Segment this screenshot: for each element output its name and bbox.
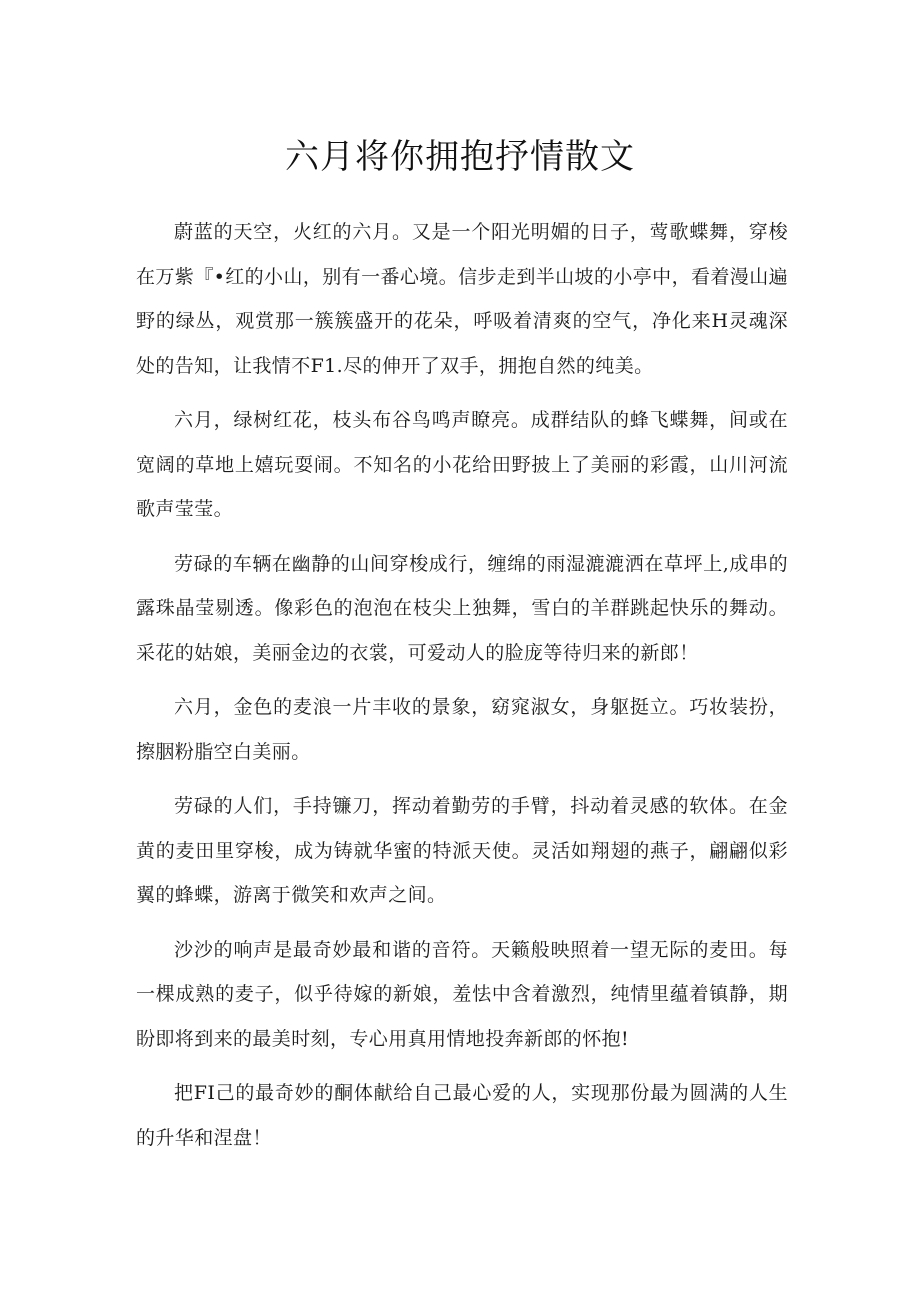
paragraph-6: 沙沙的响声是最奇妙最和谐的音符。天籁般映照着一望无际的麦田。每一棵成熟的麦子，似乎待嫁的新娘，羞怯中含着激烈，纯情里蕴着镇静，期盼即将到来的最美时刻，专心用真用情地投奔新郎的怀抱!	[136, 938, 788, 1050]
document-title: 六月将你拥抱抒情散文	[285, 137, 635, 177]
paragraph-2: 六月，绿树红花，枝头布谷鸟鸣声瞭亮。成群结队的蜂飞蝶舞，间或在宽阔的草地上嬉玩耍闹。不知名的小花给田野披上了美丽的彩霞，山川河流歌声莹莹。	[136, 409, 788, 520]
paragraph-5: 劳碌的人们，手持镰刀，挥动着勤劳的手臂，抖动着灵感的软体。在金黄的麦田里穿梭，成为铸就华蜜的特派天使。灵活如翔翅的燕子，翩翩似彩翼的蜂蝶，游离于微笑和欢声之间。	[136, 795, 788, 906]
paragraph-1: 蔚蓝的天空，火红的六月。又是一个阳光明媚的日子，莺歌蝶舞，穿梭在万紫『•红的小山，别有一番心境。信步走到半山坡的小亭中，看着漫山遍野的绿丛，观赏那一簇簇盛开的花朵，呼吸着清爽的空气，净化来H灵魂深处的告知，让我情不F1.尽的伸开了双手，拥抱自然的纯美。	[136, 221, 788, 377]
paragraph-4: 六月，金色的麦浪一片丰收的景象，窈窕淑女，身躯挺立。巧妆装扮，擦胭粉脂空白美丽。	[136, 696, 788, 763]
document-body	[136, 210, 788, 1170]
paragraph-3: 劳碌的车辆在幽静的山间穿梭成行，缠绵的雨湿漉漉洒在草坪上,成串的露珠晶莹剔透。像彩色的泡泡在枝尖上独舞，雪白的羊群跳起快乐的舞动。采花的姑娘，美丽金边的衣裳，可爱动人的脸庞等待归来的新郎！	[136, 552, 788, 664]
paragraph-7: 把FI己的最奇妙的酮体献给自己最心爱的人，实现那份最为圆满的人生的升华和涅盘！	[136, 1082, 788, 1149]
